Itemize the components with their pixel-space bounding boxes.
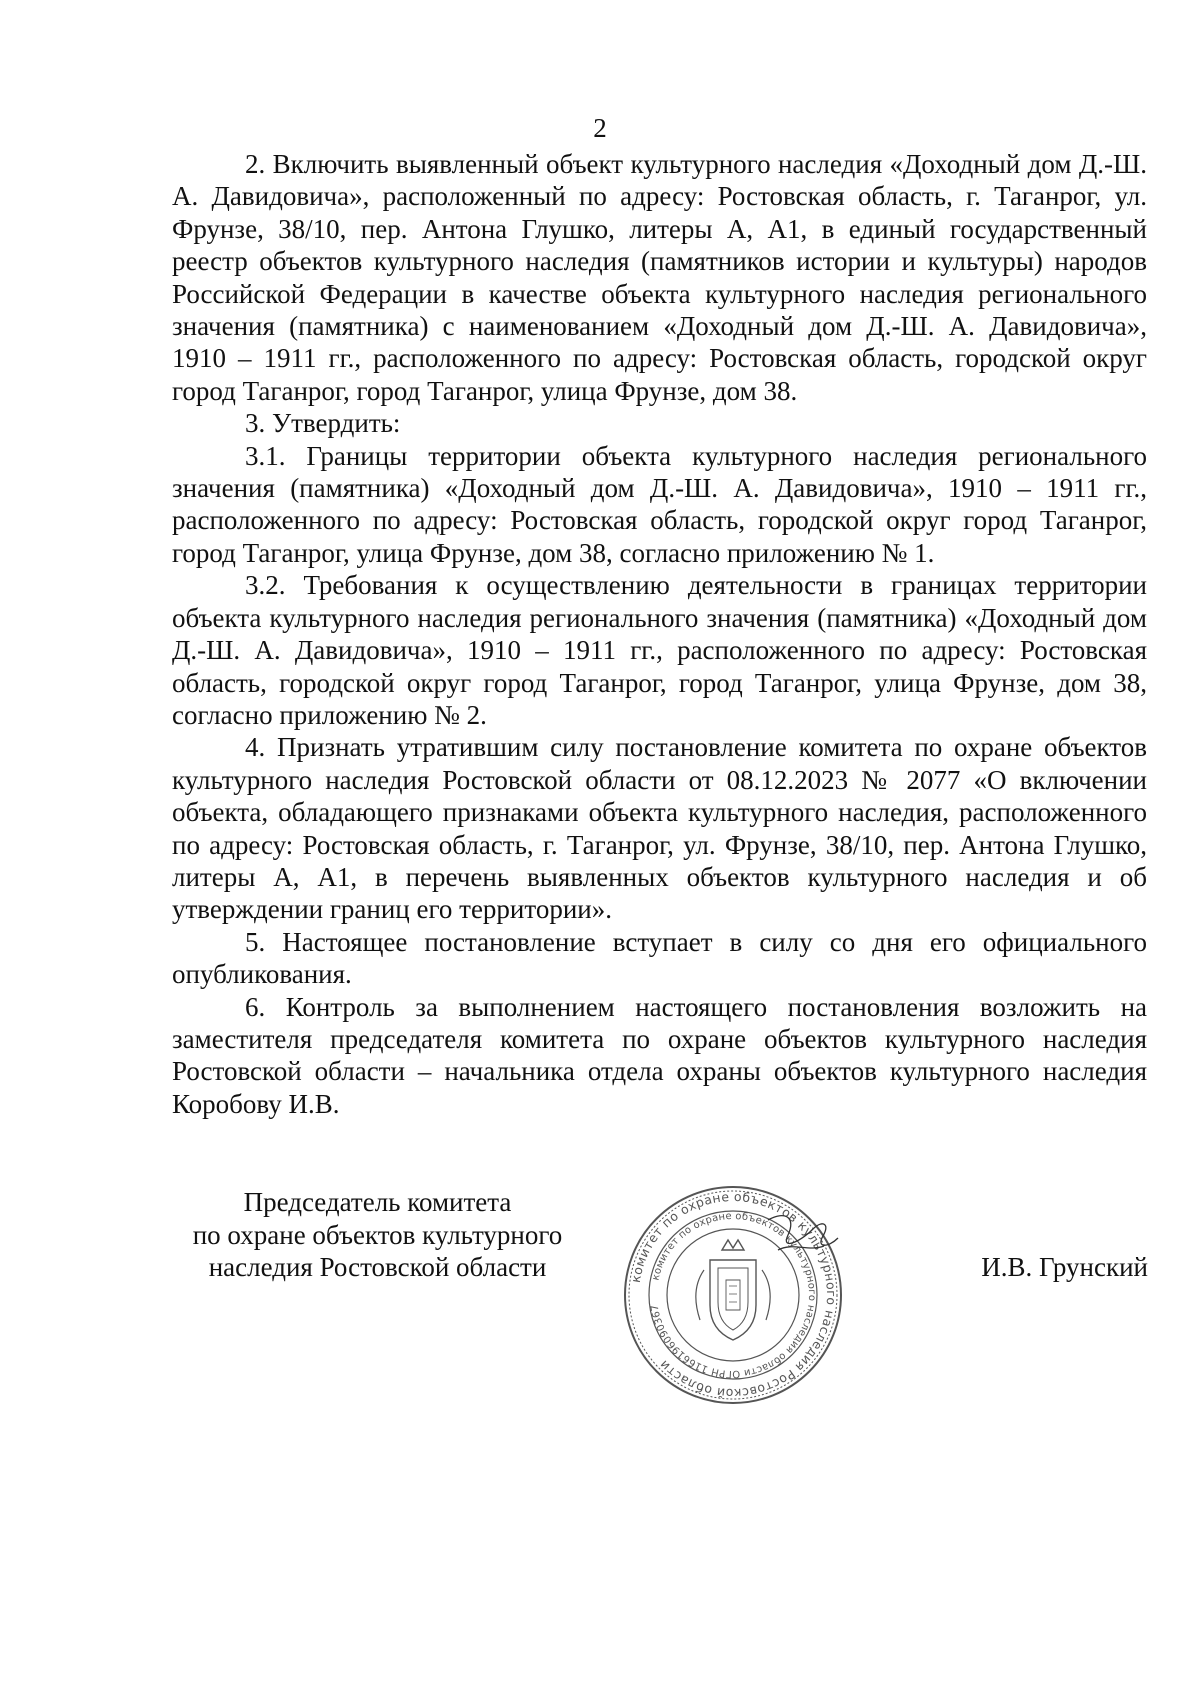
seal-outer-text: комитет по охране объектов культурного наследия Ростовской области	[627, 1188, 840, 1402]
paragraph-4: 4. Признать утратившим силу постановление комитета по охране объектов культурного наследия Ростовской области от 08.12.2023 № 2077 «О включении объекта, обладающего признаками объекта культурного наследия, расположенного по адресу: Ростовская область, г. Таганрог, ул. Фрунзе, 38/10, пер. Антона Глушко, литеры А, А1, в перечень выявленных объектов культурного наследия и об утверждении границ его территории».	[172, 732, 1147, 925]
signer-title	[165, 1186, 590, 1284]
paragraph-6: 6. Контроль за выполнением настоящего постановления возложить на заместителя председателя комитета по охране объектов культурного наследия Ростовской области – начальника отдела охраны объектов культурного наследия Коробову И.В.	[172, 991, 1147, 1119]
document-body	[172, 148, 1147, 1120]
paragraph-2: 2. Включить выявленный объект культурного наследия «Доходный дом Д.-Ш. А. Давидовича», расположенный по адресу: Ростовская область, г. Таганрог, ул. Фрунзе, 38/10, пер. Антона Глушко, литеры А, А1, в единый государственный реестр объектов культурного наследия (памятников истории и культуры) народов Российской Федерации в качестве объекта культурного наследия регионального значения (памятника) с наименованием «Доходный дом Д.-Ш. А. Давидовича», 1910 – 1911 гг., расположенного по адресу: Ростовская область, городской округ город Таганрог, город Таганрог, улица Фрунзе, дом 38.	[172, 149, 1147, 406]
signature-block	[0, 1180, 1200, 1420]
seal-inner-text: комитет по охране объектов культурного наследия области ОГРН 1166196090367	[649, 1210, 818, 1380]
paragraph-3: 3. Утвердить:	[245, 408, 401, 439]
official-seal-icon	[618, 1180, 848, 1410]
signer-title-line: наследия Ростовской области	[208, 1252, 547, 1282]
signer-name: И.В. Грунский	[981, 1252, 1148, 1282]
paragraph-3-1: 3.1. Границы территории объекта культурного наследия регионального значения (памятника) «Доходный дом Д.-Ш. А. Давидовича», 1910 – 1911 гг., расположенного по адресу: Ростовская область, городской округ город Таганрог, город Таганрог, улица Фрунзе, дом 38, согласно приложению № 1.	[172, 440, 1147, 568]
coat-of-arms-icon	[696, 1240, 770, 1340]
page-number: 2	[593, 113, 607, 143]
paragraph-5: 5. Настоящее постановление вступает в силу со дня его официального опубликования.	[172, 926, 1147, 990]
paragraph-3-2: 3.2. Требования к осуществлению деятельности в границах территории объекта культурного наследия регионального значения (памятника) «Доходный дом Д.-Ш. А. Давидовича», 1910 – 1911 гг., расположенного по адресу: Ростовская область, городской округ город Таганрог, город Таганрог, улица Фрунзе, дом 38, согласно приложению № 2.	[172, 570, 1147, 730]
signer-title-line: по охране объектов культурного	[192, 1219, 563, 1250]
signer-title-line: Председатель комитета	[243, 1187, 512, 1217]
